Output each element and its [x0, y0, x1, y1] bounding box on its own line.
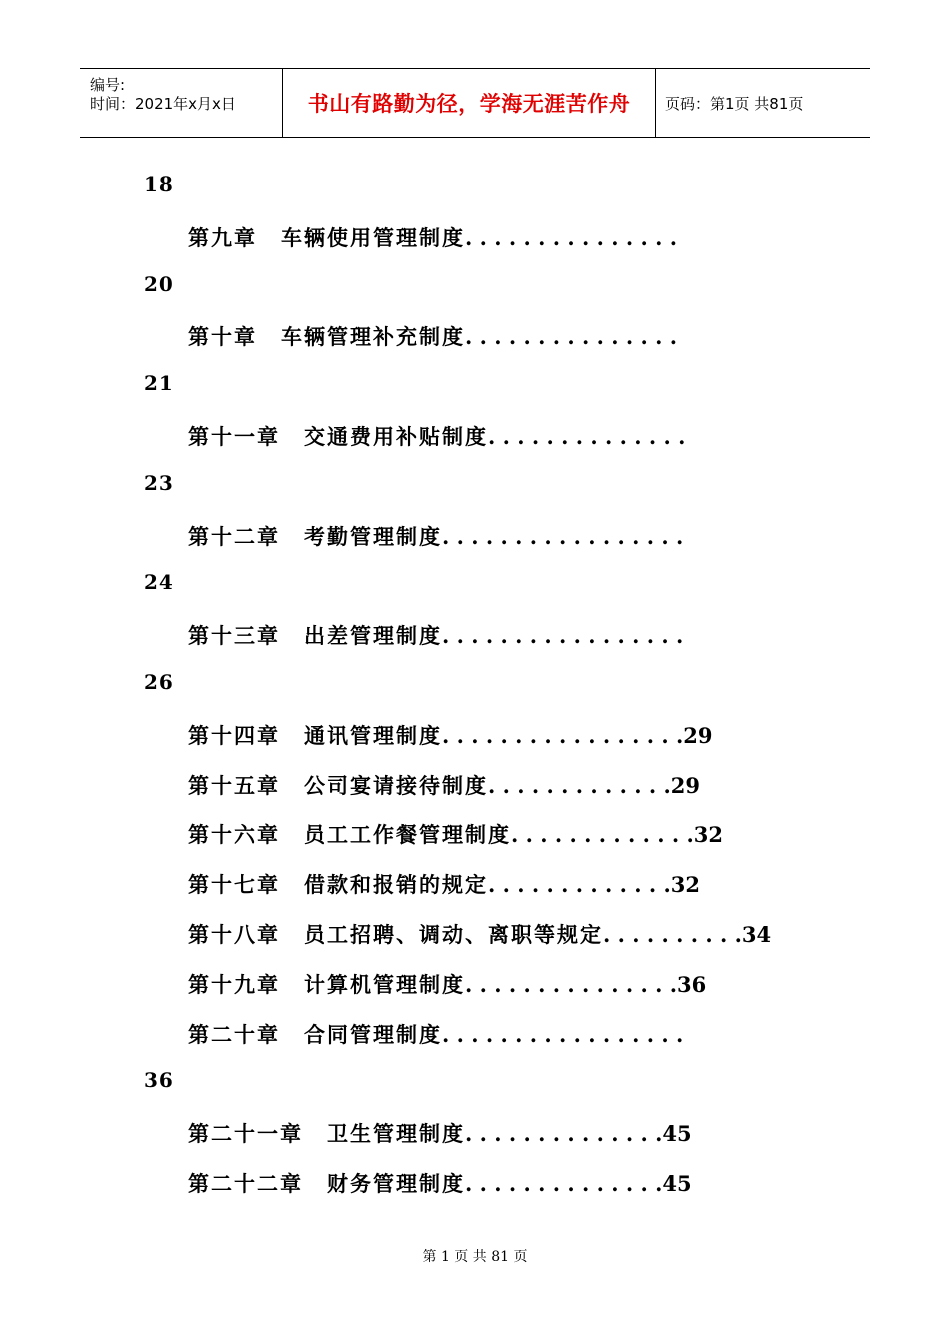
toc-chapter-title: 财务管理制度 — [327, 1171, 465, 1196]
toc-page-ref: 29 — [683, 722, 713, 748]
toc-entry[interactable] — [188, 819, 723, 849]
toc-chapter-number: 第十九章 — [188, 971, 280, 997]
toc-dot-leader: . . . . . . . . . . . . . — [488, 772, 671, 798]
toc-dot-leader: . . . . . . . . . . . . . . . . . — [442, 523, 684, 549]
document-number-label: 编号: — [90, 76, 126, 94]
toc-chapter-title: 交通费用补贴制度 — [304, 424, 488, 449]
toc-dot-leader: . . . . . . . . . . . . . . . — [465, 324, 678, 350]
toc-entry[interactable] — [188, 1118, 692, 1148]
header-motto: 书山有路勤为径，学海无涯苦作舟 — [307, 92, 631, 116]
toc-chapter-title: 车辆使用管理制度 — [281, 224, 465, 250]
toc-chapter-number: 第二十章 — [188, 1021, 280, 1047]
toc-entry[interactable] — [188, 1168, 692, 1198]
toc-chapter-title: 公司宴请接待制度 — [304, 772, 488, 798]
toc-page-number: 21 — [144, 371, 174, 396]
toc-page-ref: 34 — [741, 922, 772, 947]
toc-dot-leader: . . . . . . . . . . . . . . . — [465, 224, 678, 250]
toc-page-ref: 32 — [670, 872, 701, 898]
toc-entry[interactable] — [188, 720, 713, 750]
toc-chapter-title: 考勤管理制度 — [304, 523, 442, 549]
toc-chapter-title: 出差管理制度 — [304, 623, 442, 649]
toc-entry[interactable] — [188, 919, 771, 949]
header-motto-cell — [282, 69, 656, 137]
document-date-label: 时间：2021年x月x日 — [90, 95, 236, 113]
toc-entry[interactable] — [188, 421, 685, 451]
header-meta-cell — [80, 69, 282, 137]
toc-chapter-title: 合同管理制度 — [304, 1021, 442, 1047]
toc-page-number: 26 — [144, 670, 174, 694]
toc-dot-leader: . . . . . . . . . . . . . . — [465, 1171, 663, 1196]
toc-entry[interactable] — [188, 969, 706, 999]
toc-chapter-number: 第九章 — [188, 224, 257, 250]
toc-page-ref: 29 — [670, 772, 701, 798]
toc-chapter-title: 员工招聘、调动、离职等规定 — [304, 922, 603, 947]
toc-chapter-title: 车辆管理补充制度 — [281, 324, 465, 350]
toc-entry[interactable] — [188, 770, 700, 800]
toc-chapter-number: 第十三章 — [188, 623, 280, 649]
toc-chapter-number: 第二十二章 — [188, 1171, 303, 1196]
toc-page-ref: 45 — [662, 1121, 692, 1147]
header-page-cell — [655, 69, 870, 137]
toc-chapter-number: 第十五章 — [188, 772, 280, 798]
toc-dot-leader: . . . . . . . . . . . . . . . . . — [442, 1021, 684, 1047]
toc-page-number: 20 — [144, 271, 174, 296]
toc-dot-leader: . . . . . . . . . . . . . . — [465, 1121, 663, 1147]
toc-chapter-number: 第十七章 — [188, 872, 280, 898]
toc-chapter-title: 卫生管理制度 — [327, 1121, 465, 1147]
toc-dot-leader: . . . . . . . . . . . . . . . — [465, 971, 678, 997]
toc-chapter-number: 第十四章 — [188, 722, 280, 748]
toc-entry[interactable] — [188, 321, 677, 351]
toc-page-number: 23 — [144, 470, 174, 495]
toc-dot-leader: . . . . . . . . . . . . . . . . . — [442, 722, 684, 748]
toc-dot-leader: . . . . . . . . . . . . . . . . . — [442, 623, 684, 649]
toc-chapter-number: 第二十一章 — [188, 1121, 303, 1147]
toc-entry[interactable] — [188, 1019, 683, 1049]
toc-page-number: 36 — [144, 1068, 174, 1093]
toc-page-ref: 45 — [662, 1171, 692, 1196]
header-page-info: 页码：第1页 共81页 — [665, 94, 804, 113]
toc-dot-leader: . . . . . . . . . . . . . — [511, 822, 694, 848]
toc-entry[interactable] — [188, 869, 700, 899]
toc-page-number: 18 — [144, 172, 174, 196]
toc-chapter-title: 通讯管理制度 — [304, 722, 442, 748]
page-footer: 第 1 页 共 81 页 — [422, 1249, 528, 1265]
toc-chapter-title: 借款和报销的规定 — [304, 872, 488, 898]
toc-chapter-number: 第十章 — [188, 324, 257, 350]
toc-dot-leader: . . . . . . . . . . . . . — [488, 872, 671, 898]
page-header — [80, 68, 870, 138]
toc-chapter-number: 第十二章 — [188, 523, 280, 549]
toc-entry[interactable] — [188, 222, 677, 252]
toc-chapter-title: 员工工作餐管理制度 — [304, 822, 511, 848]
toc-chapter-title: 计算机管理制度 — [304, 971, 465, 997]
toc-chapter-number: 第十八章 — [188, 922, 280, 947]
toc-entry[interactable] — [188, 521, 683, 551]
toc-dot-leader: . . . . . . . . . . — [603, 922, 742, 947]
toc-page-ref: 36 — [677, 971, 707, 997]
toc-chapter-number: 第十一章 — [188, 424, 280, 449]
toc-page-ref: 32 — [693, 822, 724, 848]
toc-chapter-number: 第十六章 — [188, 822, 280, 848]
toc-entry[interactable] — [188, 620, 683, 650]
toc-dot-leader: . . . . . . . . . . . . . . — [488, 424, 686, 449]
toc-page-number: 24 — [144, 570, 174, 595]
